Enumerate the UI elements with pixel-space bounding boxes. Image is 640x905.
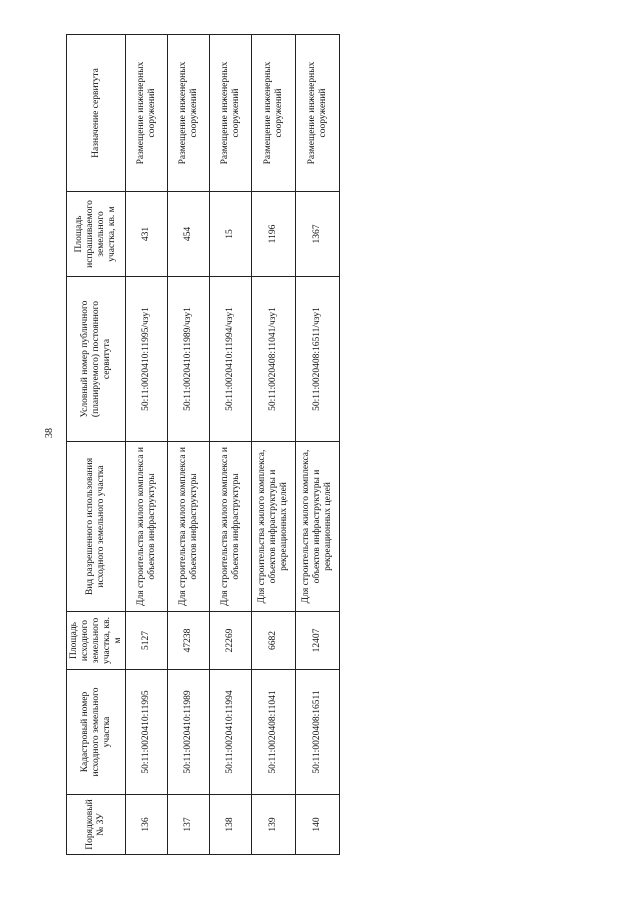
header-requested-area: Площадь испрашиваемого земельного участка, кв. м: [67, 192, 126, 277]
cell-source-area: 22269: [210, 612, 252, 670]
cell-requested-area: 454: [168, 192, 210, 277]
cell-servitude-purpose: Размещение инженерных сооружений: [168, 35, 210, 192]
cell-servitude-purpose: Размещение инженерных сооружений: [210, 35, 252, 192]
cell-requested-area: 15: [210, 192, 252, 277]
header-cadastral-number: Кадастровый номер исходного земельного участка: [67, 670, 126, 795]
cell-servitude-purpose: Размещение инженерных сооружений: [296, 35, 340, 192]
cell-cadastral-number: 50:11:0020410:11994: [210, 670, 252, 795]
cell-servitude-number: 50:11:0020408:11041/чзу1: [252, 277, 296, 442]
cell-cadastral-number: 50:11:0020410:11995: [126, 670, 168, 795]
cell-permitted-use: Для строительства жилого комплекса, объектов инфраструктуры и рекреационных целей: [252, 442, 296, 612]
header-source-area: Площадь исходного земельного участка, кв. м: [67, 612, 126, 670]
cell-plot-number: 139: [252, 795, 296, 855]
servitude-table: [66, 34, 340, 855]
header-servitude-number: Условный номер публичного (планируемого) постоянного сервитута: [67, 277, 126, 442]
rotated-table-container: [66, 35, 336, 855]
cell-plot-number: 136: [126, 795, 168, 855]
cell-requested-area: 1367: [296, 192, 340, 277]
cell-servitude-number: 50:11:0020410:11989/чзу1: [168, 277, 210, 442]
cell-permitted-use: Для строительства жилого комплекса и объектов инфраструктуры: [126, 442, 168, 612]
cell-permitted-use: Для строительства жилого комплекса, объектов инфраструктуры и рекреационных целей: [296, 442, 340, 612]
cell-servitude-purpose: Размещение инженерных сооружений: [252, 35, 296, 192]
cell-permitted-use: Для строительства жилого комплекса и объектов инфраструктуры: [210, 442, 252, 612]
header-plot-number: Порядковый № ЗУ: [67, 795, 126, 855]
cell-servitude-number: 50:11:0020410:11994/чзу1: [210, 277, 252, 442]
cell-cadastral-number: 50:11:0020408:11041: [252, 670, 296, 795]
cell-cadastral-number: 50:11:0020408:16511: [296, 670, 340, 795]
cell-servitude-purpose: Размещение инженерных сооружений: [126, 35, 168, 192]
header-permitted-use: Вид разрешенного использования исходного земельного участка: [67, 442, 126, 612]
cell-requested-area: 1196: [252, 192, 296, 277]
cell-permitted-use: Для строительства жилого комплекса и объектов инфраструктуры: [168, 442, 210, 612]
cell-plot-number: 140: [296, 795, 340, 855]
table-row: [210, 35, 252, 855]
page-number: 38: [44, 428, 55, 438]
table-header-row: [67, 35, 126, 855]
table-row: [126, 35, 168, 855]
header-servitude-purpose: Назначение сервитута: [67, 35, 126, 192]
cell-requested-area: 431: [126, 192, 168, 277]
cell-plot-number: 137: [168, 795, 210, 855]
cell-cadastral-number: 50:11:0020410:11989: [168, 670, 210, 795]
table-row: [168, 35, 210, 855]
cell-servitude-number: 50:11:0020408:16511/чзу1: [296, 277, 340, 442]
cell-source-area: 6682: [252, 612, 296, 670]
cell-source-area: 5127: [126, 612, 168, 670]
cell-servitude-number: 50:11:0020410:11995/чзу1: [126, 277, 168, 442]
table-row: [296, 35, 340, 855]
table-row: [252, 35, 296, 855]
cell-source-area: 12407: [296, 612, 340, 670]
cell-source-area: 47238: [168, 612, 210, 670]
cell-plot-number: 138: [210, 795, 252, 855]
